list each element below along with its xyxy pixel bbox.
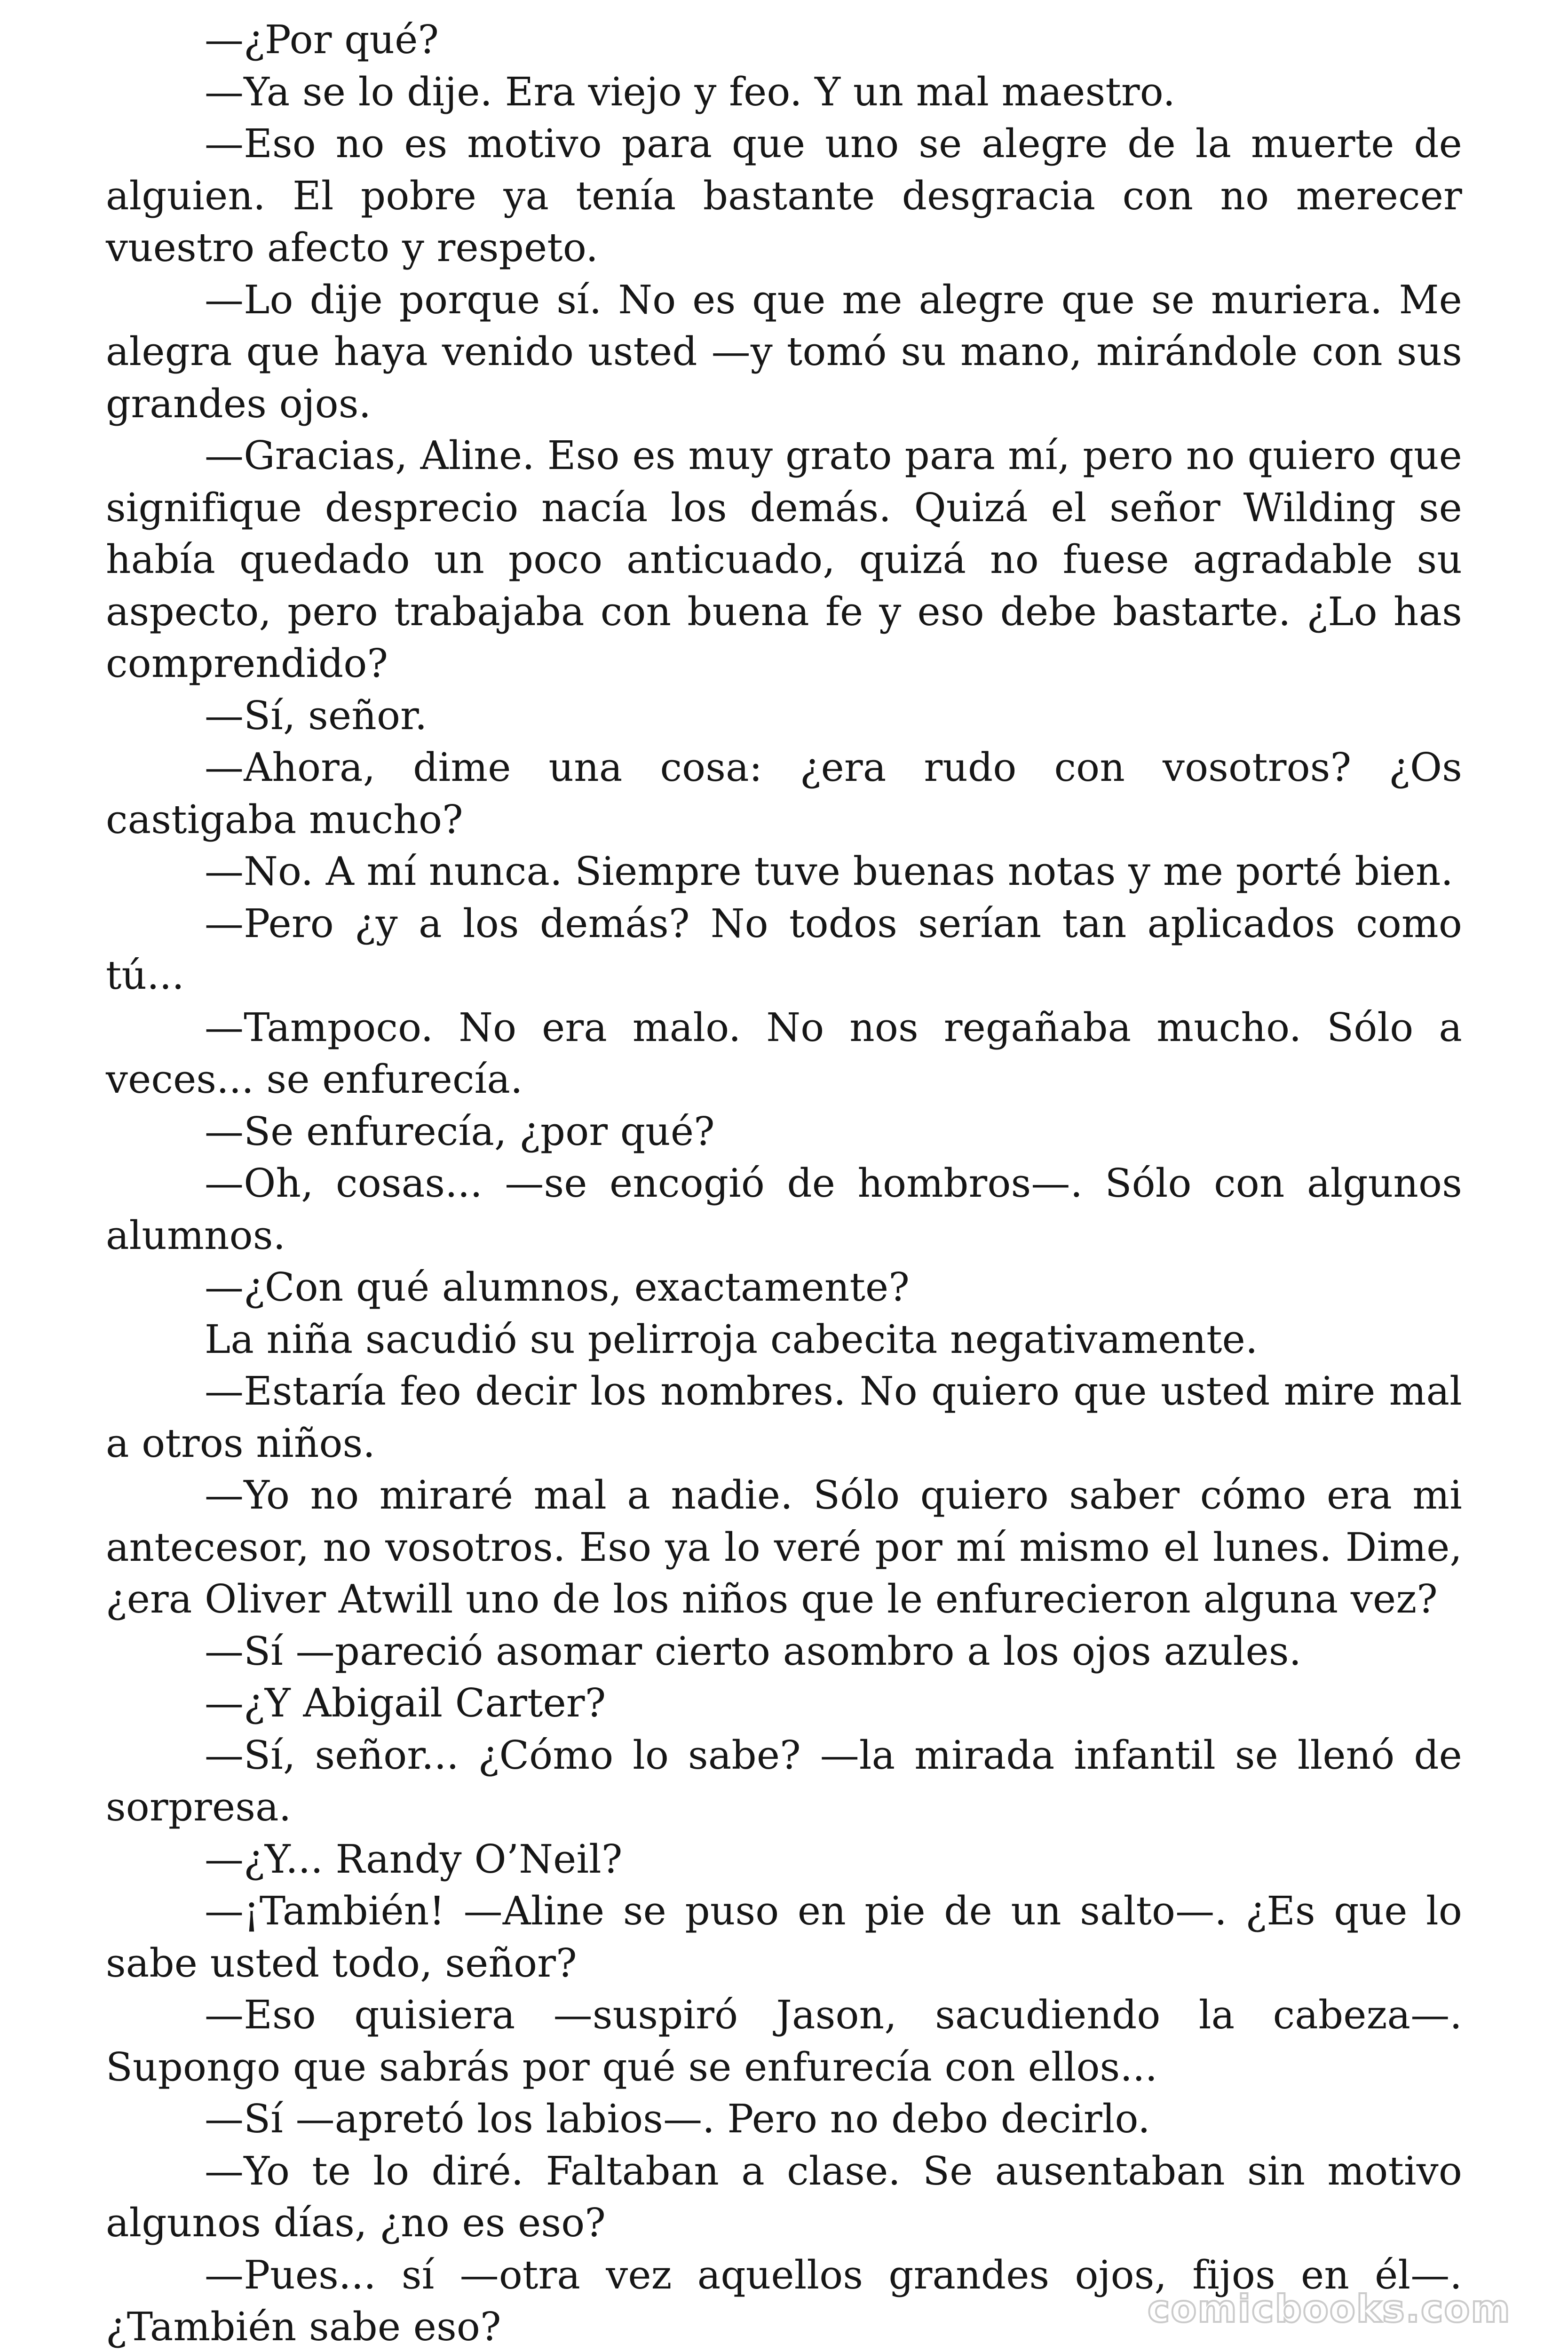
paragraph: —Ya se lo dije. Era viejo y feo. Y un mal maestro. <box>205 69 1176 115</box>
paragraph: —No. A mí nunca. Siempre tuve buenas notas y me porté bien. <box>205 849 1454 894</box>
paragraph: —Tampoco. No era malo. No nos regañaba mucho. Sólo a veces... se enfurecía. <box>106 1004 1462 1102</box>
paragraph: —Pues... sí —otra vez aquellos grandes ojos, fijos en él—. ¿También sabe eso? <box>106 2252 1462 2350</box>
book-page-text <box>106 14 1462 2352</box>
paragraph: La niña sacudió su pelirroja cabecita negativamente. <box>205 1316 1258 1362</box>
paragraph: —Sí —apretó los labios—. Pero no debo decirlo. <box>205 2096 1150 2142</box>
paragraph: —Yo no miraré mal a nadie. Sólo quiero saber cómo era mi antecesor, no vosotros. Eso ya lo veré por mí mismo el lunes. Dime, ¿era Oliver Atwill uno de los niños que le enfurecieron alguna vez? <box>106 1472 1462 1622</box>
paragraph: —¿Con qué alumnos, exactamente? <box>205 1264 910 1310</box>
paragraph: —¿Por qué? <box>205 17 439 63</box>
paragraph: —Sí —pareció asomar cierto asombro a los ojos azules. <box>205 1628 1302 1674</box>
paragraph: —¡También! —Aline se puso en pie de un salto—. ¿Es que lo sabe usted todo, señor? <box>106 1888 1462 1986</box>
paragraph: —Gracias, Aline. Eso es muy grato para mí, pero no quiero que signifique desprecio nacía los demás. Quizá el señor Wilding se había quedado un poco anticuado, quizá no fuese agradable su aspecto, pero trabajaba con buena fe y eso debe bastarte. ¿Lo has comprendido? <box>106 433 1462 686</box>
paragraph: —Ahora, dime una cosa: ¿era rudo con vosotros? ¿Os castigaba mucho? <box>106 745 1462 842</box>
paragraph: —Eso quisiera —suspiró Jason, sacudiendo la cabeza—. Supongo que sabrás por qué se enfurecía con ellos... <box>106 1992 1462 2090</box>
paragraph: —Estaría feo decir los nombres. No quiero que usted mire mal a otros niños. <box>106 1368 1462 1466</box>
paragraph: —Sí, señor. <box>205 692 428 739</box>
paragraph: —Eso no es motivo para que uno se alegre de la muerte de alguien. El pobre ya tenía bastante desgracia con no merecer vuestro afecto y respeto. <box>106 121 1462 270</box>
paragraph: —¿Y Abigail Carter? <box>205 1680 606 1726</box>
paragraph: —Yo te lo diré. Faltaban a clase. Se ausentaban sin motivo algunos días, ¿no es eso? <box>106 2148 1462 2246</box>
watermark-logo: comicbooks.com <box>1148 2287 1511 2331</box>
paragraph: —Sí, señor... ¿Cómo lo sabe? —la mirada infantil se llenó de sorpresa. <box>106 1732 1462 1830</box>
paragraph: —Se enfurecía, ¿por qué? <box>205 1108 715 1154</box>
paragraph: —Pero ¿y a los demás? No todos serían tan aplicados como tú... <box>106 900 1462 998</box>
paragraph: —Oh, cosas... —se encogió de hombros—. Sólo con algunos alumnos. <box>106 1160 1462 1258</box>
paragraph: —¿Y... Randy O’Neil? <box>205 1836 623 1882</box>
paragraph: —Lo dije porque sí. No es que me alegre que se muriera. Me alegra que haya venido usted —y tomó su mano, mirándole con sus grandes ojos. <box>106 277 1462 427</box>
